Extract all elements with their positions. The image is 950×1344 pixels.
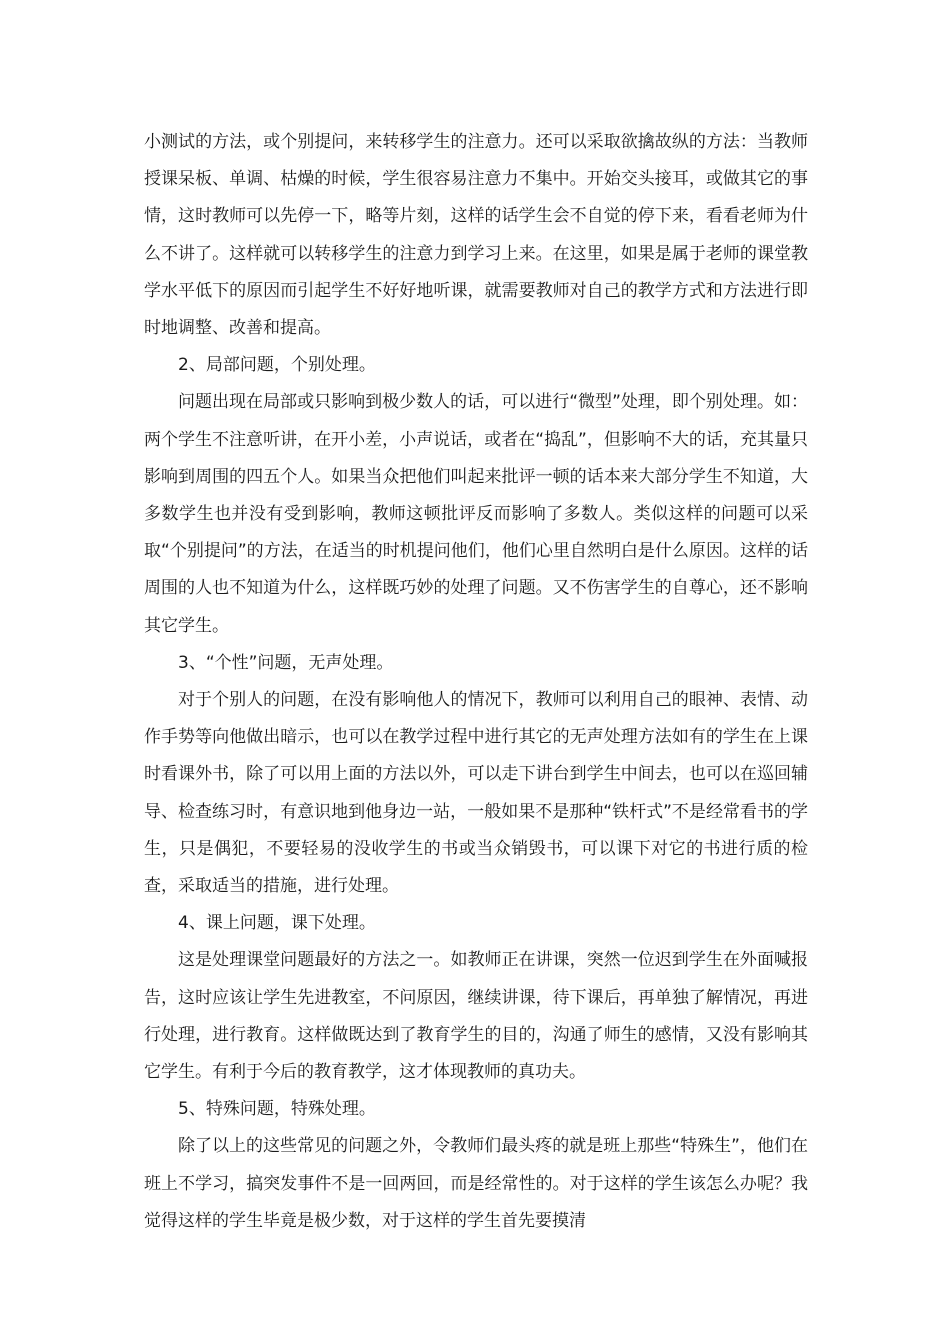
paragraph-individual-issues: 对于个别人的问题，在没有影响他人的情况下，教师可以利用自己的眼神、表情、动作手势等向他做出暗示，也可以在教学过程中进行其它的无声处理方法如有的学生在上课时看课外书，除了可以用上面的方法以外，可以走下讲台到学生中间去，也可以在巡回辅导、检查练习时，有意识地到他身边一站，一般如果不是那种“铁杆式”不是经常看书的学生，只是偶犯，不要轻易的没收学生的书或当众销毁书，可以课下对它的书进行质的检查，采取适当的措施，进行处理。 <box>144 690 808 897</box>
section-heading-2: 2、局部问题，个别处理。 <box>178 355 376 376</box>
section-heading-3: 3、“个性”问题，无声处理。 <box>178 652 394 673</box>
document-body <box>144 124 808 1240</box>
paragraph-local-issues: 问题出现在局部或只影响到极少数人的话，可以进行“微型”处理，即个别处理。如：两个学生不注意听讲，在开小差，小声说话，或者在“捣乱”，但影响不大的话，充其量只影响到周围的四五个人。如果当众把他们叫起来批评一顿的话本来大部分学生不知道，大多数学生也并没有受到影响，教师这顿批评反而影响了多数人。类似这样的问题可以采取“个别提问”的方法，在适当的时机提问他们，他们心里自然明白是什么原因。这样的话周围的人也不知道为什么，这样既巧妙的处理了问题。又不伤害学生的自尊心，还不影响其它学生。 <box>144 392 808 636</box>
section-heading-4: 4、课上问题，课下处理。 <box>178 913 376 934</box>
paragraph-special-issues: 除了以上的这些常见的问题之外，令教师们最头疼的就是班上那些“特殊生”，他们在班上不学习，搞突发事件不是一回两回，而是经常性的。对于这样的学生该怎么办呢？我觉得这样的学生毕竟是极少数，对于这样的学生首先要摸清 <box>144 1136 808 1231</box>
paragraph-continuation: 小测试的方法，或个别提问，来转移学生的注意力。还可以采取欲擒故纵的方法：当教师授课呆板、单调、枯燥的时候，学生很容易注意力不集中。开始交头接耳，或做其它的事情，这时教师可以先停一下，略等片刻，这样的话学生会不自觉的停下来，看看老师为什么不讲了。这样就可以转移学生的注意力到学习上来。在这里，如果是属于老师的课堂教学水平低下的原因而引起学生不好好地听课，就需要教师对自己的教学方式和方法进行即时地调整、改善和提高。 <box>144 132 808 339</box>
section-heading-5: 5、特殊问题，特殊处理。 <box>178 1099 376 1120</box>
paragraph-in-class-issues: 这是处理课堂问题最好的方法之一。如教师正在讲课，突然一位迟到学生在外面喊报告，这时应该让学生先进教室，不问原因，继续讲课，待下课后，再单独了解情况，再进行处理，进行教育。这样做既达到了教育学生的目的，沟通了师生的感情，又没有影响其它学生。有利于今后的教育教学，这才体现教师的真功夫。 <box>144 950 808 1083</box>
